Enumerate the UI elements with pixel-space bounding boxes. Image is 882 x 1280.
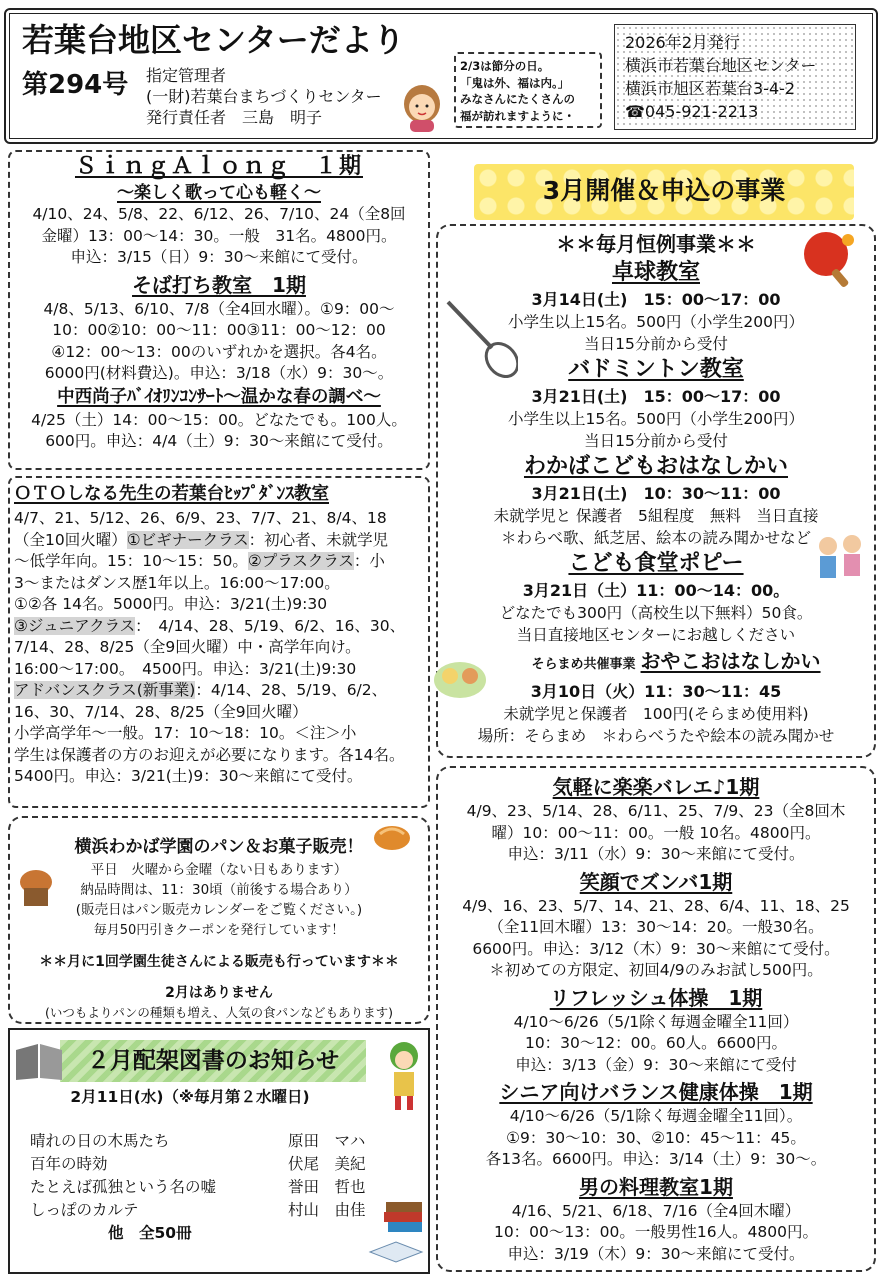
hiphop-text: ：4/14、28、5/19、6/2、 [195, 681, 388, 699]
soba-line: 6000円(材料費込)。申込：3/18（水）9：30～。 [44, 364, 394, 382]
hiphop-lines [14, 508, 428, 788]
story-time: 3月21日(土) 10：30～11：00 [531, 484, 781, 503]
hiphop-title [14, 480, 428, 508]
refresh-line: 4/10～6/26（5/1除く毎週金曜全11回） [513, 1012, 799, 1031]
hiphop-text: 16:00～17:00。 4500円。申込：3/21(土)9:30 [14, 659, 357, 678]
badminton-line: 小学生以上15名。500円（小学生200円） [508, 410, 804, 428]
singalong-title [10, 152, 428, 182]
class-name-highlight: ②プラスクラス [247, 552, 354, 570]
book-author: 伏尾 美紀 [288, 1155, 366, 1173]
cooking-line: 申込：3/19（木）9：30～来館にて受付。 [507, 1244, 805, 1263]
hiphop-line [14, 680, 428, 702]
hiphop-text: （全10回火曜） [14, 530, 127, 549]
issue-number: 第294号 [22, 70, 129, 100]
bread-line: (販売日はパン販売カレンダーをご覧ください。) [75, 902, 363, 918]
setsubun-note [454, 52, 602, 128]
ballet-line: 曜）10：00～11：00。一般 10名。4800円。 [491, 823, 821, 842]
hiphop-line [14, 659, 428, 681]
hiphop-text: 5400円。申込：3/21(土)9：30～来館にて受付。 [14, 767, 363, 785]
singalong-subtitle: ～楽しく歌って心も軽く～ [117, 183, 321, 203]
book-title: 百年の時効 [30, 1155, 108, 1173]
badminton-title [440, 355, 872, 385]
class-name-highlight: アドバンスクラス(新事業) [14, 681, 196, 699]
book-author: 誉田 哲也 [288, 1178, 366, 1196]
hiphop-title-text: ＯＴＯしなる先生の若葉台ﾋｯﾌﾟﾀﾞﾝｽ教室 [14, 484, 329, 504]
manager-line: 指定管理者 [146, 66, 227, 85]
note-line: 福が訪れますように・ [460, 108, 575, 123]
badminton-time: 3月21日(土) 15：00～17：00 [531, 387, 781, 406]
badminton-title-text: バドミントン教室 [568, 357, 744, 382]
senior-title [440, 1079, 872, 1106]
violin-line: 4/25（土）14：00～15：00。どなたでも。100人。 [31, 410, 407, 429]
manager-line: 発行責任者 三島 明子 [146, 108, 323, 127]
bread-february-note: (いつもよりパンの種類も増え、人気の食パンなどもあります) [44, 1005, 393, 1020]
publication-info [614, 24, 856, 130]
refresh-title-text: リフレッシュ体操 1期 [549, 985, 763, 1010]
violin-title-text: 中西尚子ﾊﾞｲｵﾘﾝｺﾝｻｰﾄ～温かな春の調べ～ [57, 386, 381, 407]
singalong-line: 金曜）13：00～14：30。一般 31名。4800円。 [41, 226, 397, 245]
hiphop-line [14, 766, 428, 788]
pingpong-line: 小学生以上15名。500円（小学生200円） [508, 313, 804, 331]
zumba-line: 4/9、16、23、5/7、14、21、28、6/4、11、18、25 [462, 896, 850, 915]
hiphop-text: 学生は保護者の方のお迎えが必要になります。各14名。 [14, 745, 405, 764]
books-title: ２月配架図書のお知らせ [86, 1048, 340, 1074]
soba-title-text: そば打ち教室 1期 [132, 272, 306, 297]
hiphop-text: ：初心者、未就学児 [248, 530, 389, 549]
bread-line: 納品時間は、11：30頃（前後する場合あり） [80, 882, 358, 898]
hiphop-line [14, 637, 428, 659]
ballet-line: 申込：3/11（水）9：30～来館にて受付。 [507, 845, 805, 863]
class-name-highlight: ①ビギナークラス [126, 530, 249, 549]
cafeteria-time: 3月21日（土）11：00～14：00。 [522, 581, 790, 600]
hiphop-line [14, 702, 428, 724]
oyako-line: 未就学児と保護者 100円(そらまめ使用料) [503, 705, 809, 723]
hiphop-text: ～低学年向。15：10～15：50。 [14, 552, 248, 570]
oyako-line: 場所：そらまめ ＊わらべうたや絵本の読み聞かせ [477, 726, 835, 745]
hiphop-text: ：小 [353, 552, 385, 570]
soba-title [10, 272, 428, 299]
refresh-line: 申込：3/13（金）9：30～来館にて受付 [515, 1055, 797, 1074]
hiphop-line [14, 594, 428, 616]
info-line: 2026年2月発行 [625, 33, 740, 52]
book-author: 村山 由佳 [288, 1201, 366, 1219]
book-row [30, 1176, 390, 1199]
book-author: 原田 マハ [288, 1132, 366, 1150]
books-list [30, 1130, 390, 1245]
senior-title-text: シニア向けバランス健康体操 1期 [499, 1080, 813, 1104]
monthly-events-heading: ＊＊毎月恒例事業＊＊ [556, 232, 756, 256]
oyako-time: 3月10日（火）11：30～11：45 [530, 682, 782, 701]
hiphop-text: 7/14、28、8/25（全9回火曜）中・高学年向け。 [14, 638, 361, 656]
hiphop-text: 3～またはダンス歴1年以上。16:00～17:00。 [14, 573, 340, 592]
zumba-title-text: 笑顔でズンバ1期 [579, 869, 733, 894]
refresh-line: 10：30～12：00。60人。6600円。 [524, 1034, 788, 1052]
zumba-line: （全11回木曜）13：30～14：20。一般30名。 [488, 918, 824, 936]
hiphop-text: ①②各 14名。5000円。申込：3/21(土)9:30 [14, 595, 328, 613]
oyako-title [480, 646, 872, 680]
singalong-line: 4/10、24、5/8、22、6/12、26、7/10、24（全8回 [32, 205, 406, 223]
info-line: ☎045-921-2213 [625, 102, 759, 121]
note-line: 2/3は節分の日。 [460, 59, 550, 73]
pingpong-time: 3月14日(土) 15：00～17：00 [531, 290, 781, 309]
hiphop-text: ： 4/14、28、5/19、6/2、16、30、 [135, 616, 406, 635]
woman-illustration [400, 82, 444, 136]
info-line: 横浜市若葉台地区センター [625, 56, 817, 75]
hiphop-section [14, 480, 428, 788]
cafeteria-title-text: こども食堂ポピー [568, 551, 744, 576]
hiphop-text: 4/7、21、5/12、26、6/9、23、7/7、21、8/4、18 [14, 509, 387, 527]
violin-title [10, 385, 428, 410]
hiphop-line [14, 530, 428, 552]
story-title [440, 452, 872, 482]
zumba-title [440, 869, 872, 896]
zumba-line: 6600円。申込：3/12（木）9：30～来館にて受付。 [472, 939, 840, 958]
hiphop-text: 小学高学年～一般。17：10～18：10。＜注＞小 [14, 724, 357, 742]
ballet-line: 4/9、23、5/14、28、6/11、25、7/9、23（全8回木 [466, 802, 846, 820]
manager-line: (一財)若葉台まちづくりセンター [146, 87, 382, 106]
singalong-title-text: ＳｉｎｇＡｌｏｎｇ １期 [74, 154, 363, 179]
book-row [30, 1130, 390, 1153]
zumba-line: ＊初めての方限定、初回4/9のみお試し500円。 [489, 961, 823, 979]
bread-title: 横浜わかば学園のパン＆お菓子販売！ [74, 837, 364, 857]
refresh-title [440, 985, 872, 1012]
hiphop-line [14, 508, 428, 530]
fitness-events [440, 774, 872, 1265]
senior-line: ①9：30～10：30、②10：45～11：45。 [506, 1128, 806, 1147]
hiphop-line [14, 573, 428, 595]
badminton-line: 当日15分前から受付 [584, 431, 728, 450]
book-stack-illustration [368, 1196, 426, 1270]
soba-line: 4/8、5/13、6/10、7/8（全4回水曜）。①9：00～ [43, 299, 395, 318]
cafeteria-title [440, 549, 872, 579]
march-header: 3月開催＆申込の事業 [542, 176, 786, 205]
book-row [30, 1199, 390, 1222]
bread-note: ＊＊月に1回学園生徒さんによる販売も行っています＊＊ [39, 954, 399, 970]
bread-february: 2月はありません [165, 985, 273, 1001]
books-total: 他 全50冊 [108, 1224, 192, 1242]
soba-line: 10：00②10：00～11：00③11：00～12：00 [52, 321, 386, 339]
cooking-title [440, 1174, 872, 1201]
story-line: ＊わらべ歌、紙芝居、絵本の読み聞かせなど [500, 528, 811, 547]
pingpong-line: 当日15分前から受付 [584, 334, 728, 353]
hiphop-line [14, 723, 428, 745]
senior-line: 各13名。6600円。申込：3/14（土）9：30～。 [485, 1150, 827, 1168]
books-date: 2月11日(水)（※毎月第２水曜日) [70, 1088, 310, 1106]
mascot-illustration [382, 1036, 426, 1116]
book-icon-left [14, 1040, 64, 1086]
hiphop-line [14, 745, 428, 767]
story-line: 未就学児と 保護者 5組程度 無料 当日直接 [493, 507, 819, 525]
book-title: 晴れの日の木馬たち [30, 1132, 170, 1150]
march-events [440, 230, 872, 747]
oyako-prefix: そらまめ共催事業 [531, 657, 636, 672]
manager-info [146, 65, 382, 128]
violin-line: 600円。申込：4/4（土）9：30～来館にて受付。 [45, 432, 393, 450]
hiphop-line [14, 616, 428, 638]
bread-section [10, 834, 428, 1022]
note-line: みなさんにたくさんの [460, 92, 575, 106]
newsletter-title: 若葉台地区センターだより [22, 21, 405, 59]
ballet-title [440, 774, 872, 801]
cooking-line: 4/16、5/21、6/18、7/16（全4回木曜） [511, 1201, 801, 1220]
info-line: 横浜市旭区若葉台3-4-2 [625, 79, 796, 98]
note-line: 「鬼は外、福は内。」 [460, 75, 570, 90]
pingpong-title-text: 卓球教室 [611, 260, 700, 285]
pingpong-title [440, 258, 872, 288]
book-title: しっぽのカルテ [30, 1201, 139, 1219]
cooking-title-text: 男の料理教室1期 [579, 1174, 733, 1199]
oyako-title-text: おやこおはなしかい [640, 649, 821, 673]
book-title: たとえば孤独という名の嘘 [30, 1178, 217, 1196]
soba-line: ④12：00～13：00のいずれかを選択。各4名。 [51, 342, 387, 361]
hiphop-text: 16、30、7/14、28、8/25（全9回火曜） [14, 702, 308, 721]
ballet-title-text: 気軽に楽楽バレエ♪1期 [552, 775, 760, 799]
singalong-line: 申込：3/15（日）9：30～来館にて受付。 [70, 248, 368, 266]
singalong-section [10, 152, 428, 453]
bread-line: 毎月50円引きクーポンを発行しています！ [93, 923, 345, 938]
cooking-line: 10：00～13：00。一般男性16人。4800円。 [493, 1223, 819, 1241]
cafeteria-line: どなたでも300円（高校生以下無料）50食。 [499, 604, 813, 622]
story-title-text: わかばこどもおはなしかい [523, 454, 788, 479]
bread-line: 平日 火曜から金曜（ない日もあります） [90, 862, 348, 878]
senior-line: 4/10～6/26（5/1除く毎週金曜全11回）。 [509, 1107, 803, 1125]
class-name-highlight: ③ジュニアクラス [14, 616, 136, 635]
book-row [30, 1153, 390, 1176]
hiphop-line [14, 551, 428, 573]
cafeteria-line: 当日直接地区センターにお越しください [516, 625, 796, 644]
